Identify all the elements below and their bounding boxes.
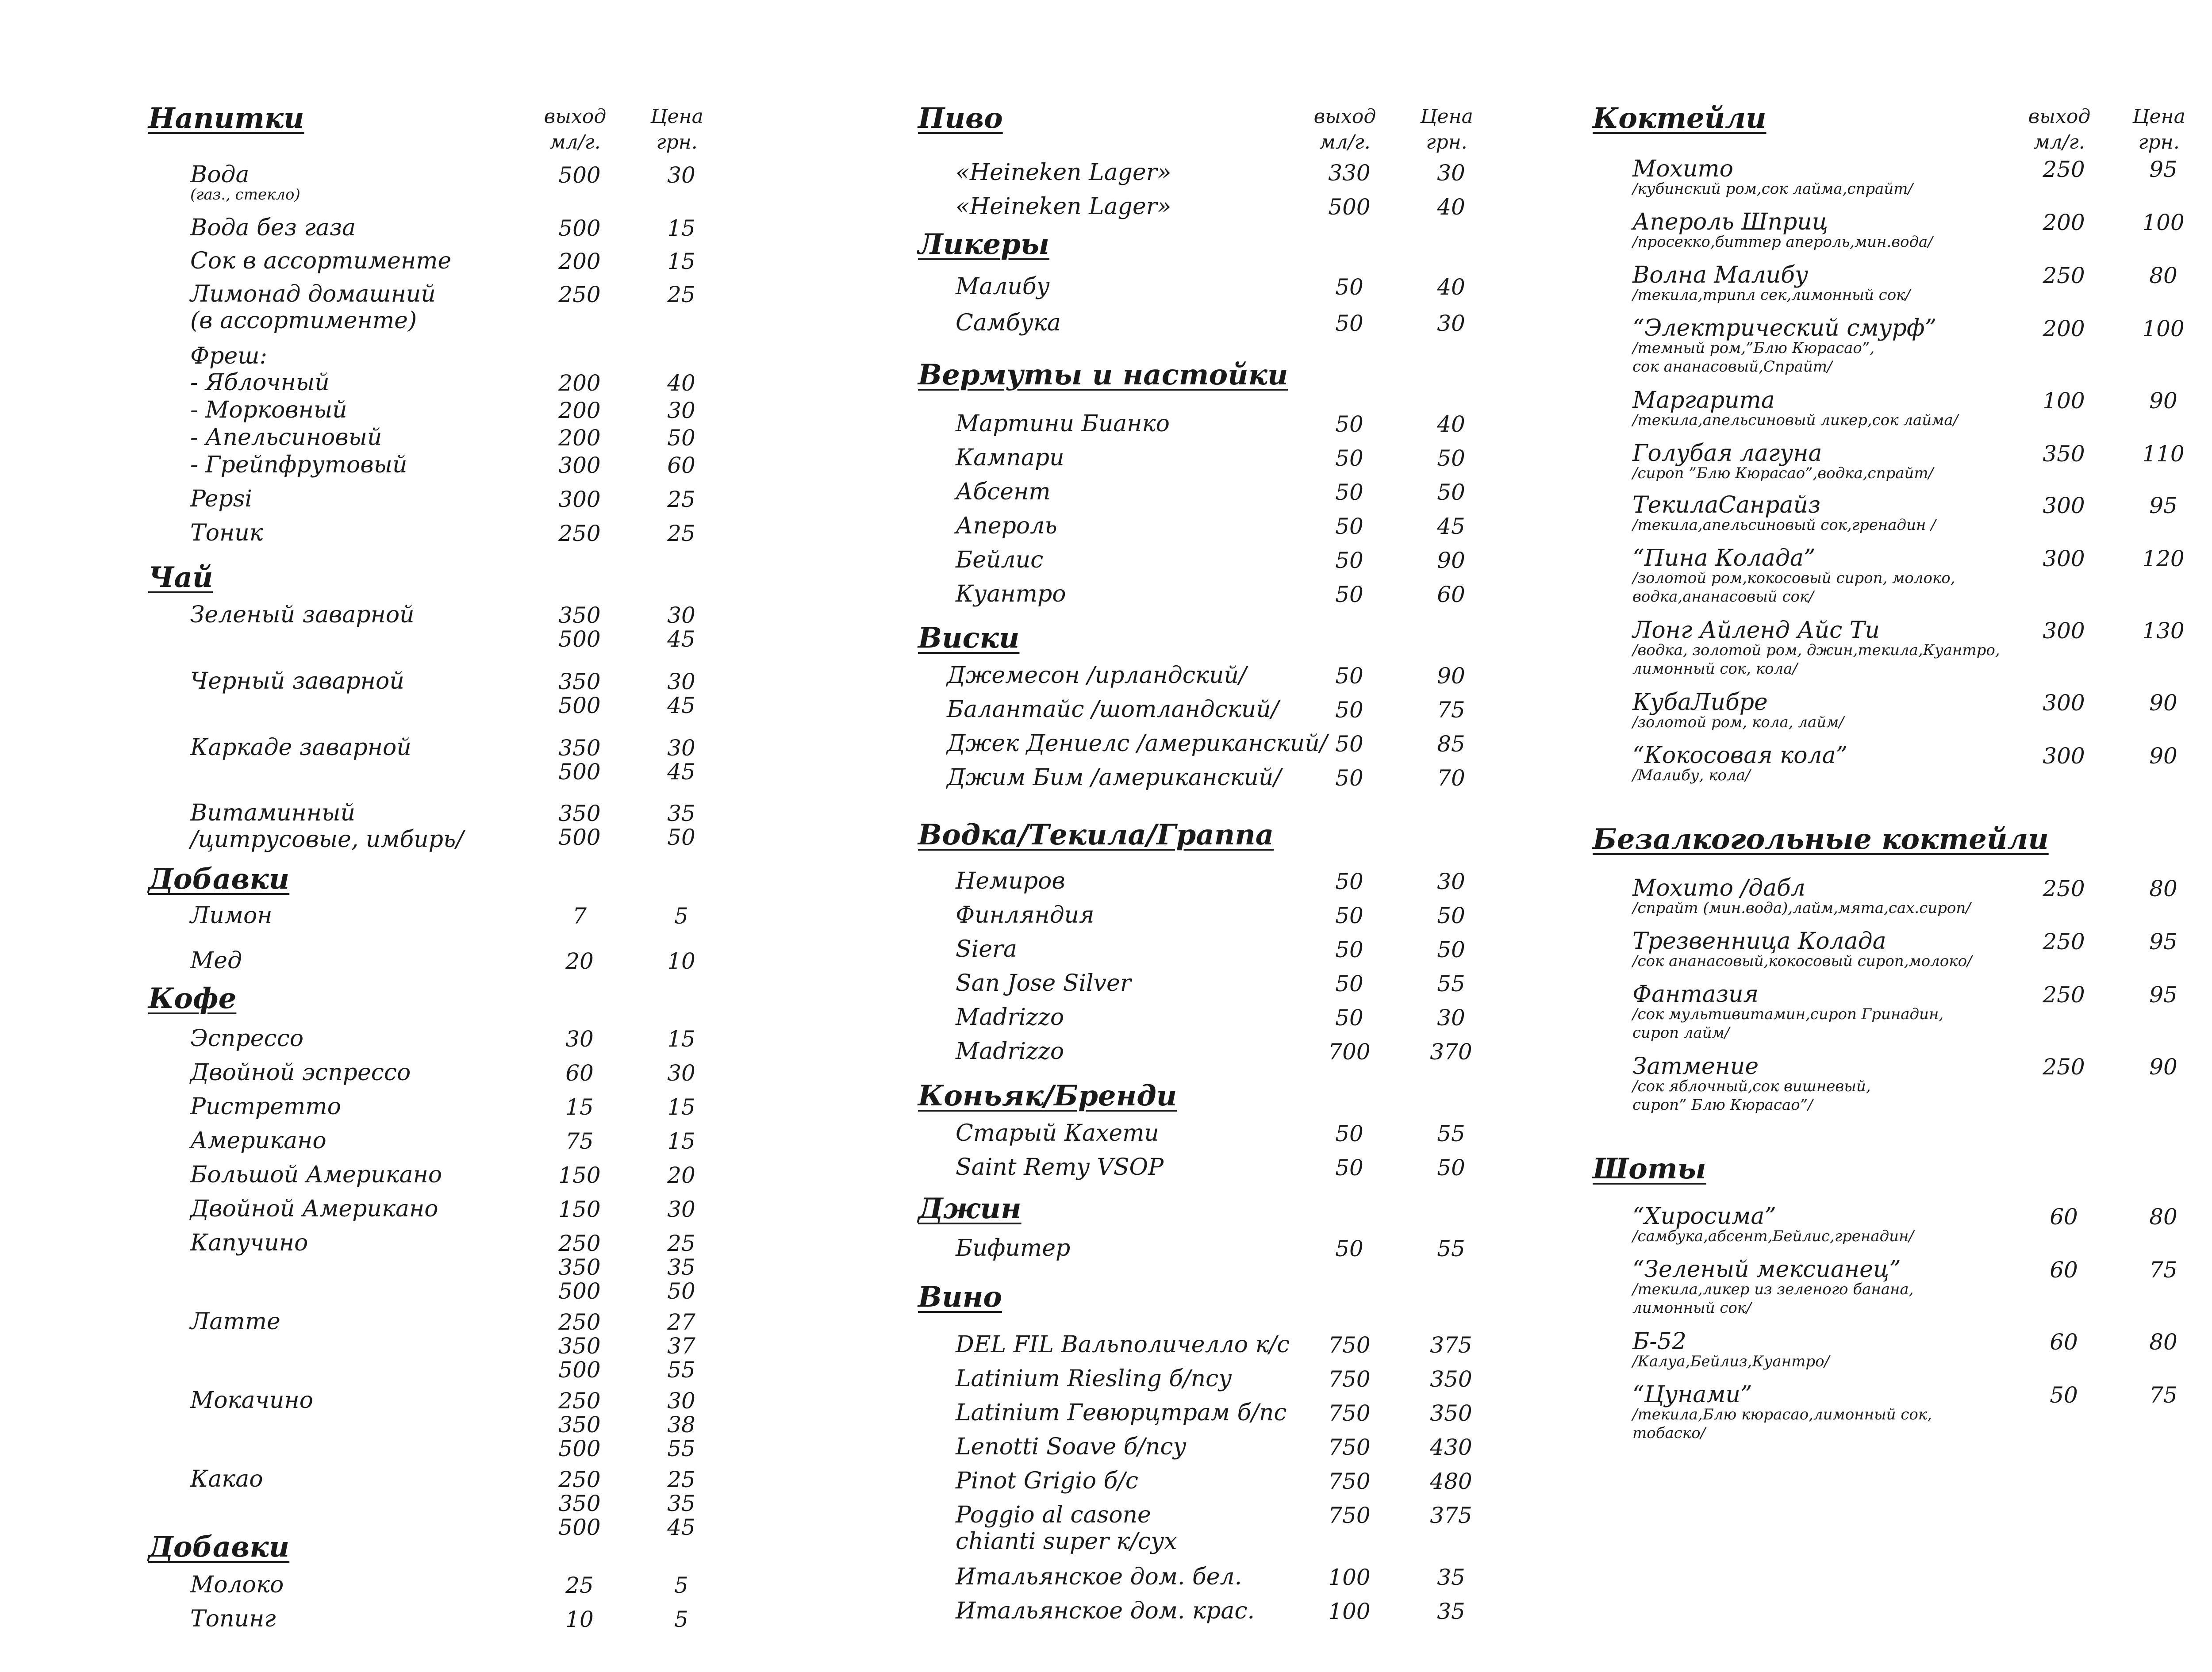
volume-column-header: выход мл/г.	[1313, 105, 1376, 153]
menu-item-price: 80	[2149, 876, 2177, 901]
menu-item-price: 25	[667, 487, 695, 512]
menu-item-name: Вода без газа	[190, 215, 356, 241]
menu-item-name: Итальянское дом. крас.	[956, 1598, 1255, 1624]
menu-item-volume: 250	[558, 521, 601, 546]
menu-item-volume: 50	[1335, 514, 1363, 539]
menu-item-price: 30	[667, 1196, 695, 1222]
menu-item-price: 15	[667, 249, 695, 274]
menu-item-price: 30	[667, 1060, 695, 1086]
menu-item-price: 15	[667, 1128, 695, 1154]
menu-item-description: /сироп ”Блю Кюрасао”,водка,спрайт/	[1632, 464, 1934, 482]
menu-item-volume: 50	[1335, 1005, 1363, 1031]
menu-item-volume: 50	[1335, 445, 1363, 471]
menu-item-volume: 750	[1328, 1434, 1371, 1460]
menu-item-name: Топинг	[190, 1606, 276, 1632]
menu-item-name: Мохито /дабл	[1632, 875, 1805, 901]
menu-item-name: Мокачино	[190, 1387, 314, 1414]
menu-item-description: /Малибу, кола/	[1632, 767, 1751, 784]
menu-item-price: 130	[2142, 618, 2185, 644]
volume-column-header: выход мл/г.	[544, 105, 607, 153]
menu-item-price: 370	[1430, 1039, 1472, 1065]
menu-item-price: 10	[667, 948, 695, 974]
menu-item-price: 90	[1437, 663, 1465, 689]
menu-item-volume: 750	[1328, 1503, 1371, 1528]
menu-item-price: 25	[667, 521, 695, 546]
menu-item-name: Молоко	[190, 1572, 284, 1598]
menu-item-volume: 50	[1335, 765, 1363, 791]
menu-item-price: 30	[1437, 311, 1465, 336]
menu-item-volume: 50	[1335, 274, 1363, 300]
menu-item-name: Финляндия	[956, 902, 1094, 928]
menu-item-price: 60	[667, 453, 695, 478]
menu-item-volume: 250	[2043, 263, 2085, 288]
section-title: Виски	[918, 621, 1020, 655]
menu-item-price: 75	[2149, 1382, 2177, 1408]
menu-item-price: 30 45	[667, 669, 695, 718]
menu-item-name: Зеленый заварной	[190, 602, 415, 628]
menu-item-price: 15	[667, 1094, 695, 1120]
menu-item-price: 30	[1437, 869, 1465, 894]
menu-item-name: Малибу	[956, 273, 1050, 300]
menu-item-price: 55	[1437, 971, 1465, 997]
menu-item-volume: 350 500	[558, 735, 601, 785]
menu-item-price: 35	[1437, 1565, 1465, 1590]
menu-item-name: - Яблочный	[190, 369, 330, 396]
menu-item-price: 30 45	[667, 602, 695, 652]
menu-item-name: «Heineken Lager»	[956, 159, 1171, 186]
menu-item-volume: 750	[1328, 1366, 1371, 1392]
menu-item-volume: 250	[558, 282, 601, 307]
menu-item-volume: 250	[2043, 1054, 2085, 1080]
menu-item-description: /просекко,биттер апероль,мин.вода/	[1632, 233, 1933, 251]
section-title: Добавки	[148, 863, 290, 896]
menu-item-price: 50	[1437, 937, 1465, 963]
menu-item-volume: 150	[558, 1196, 601, 1222]
menu-item-price: 80	[2149, 263, 2177, 288]
menu-item-name: “Кокосовая кола”	[1632, 742, 1848, 769]
menu-item-name: Двойной Американо	[190, 1196, 438, 1222]
menu-item-name: Ристретто	[190, 1093, 341, 1120]
menu-item-name: DEL FIL Вальполичелло к/с	[956, 1331, 1290, 1358]
menu-item-price: 15	[667, 215, 695, 241]
menu-item-price: 95	[2149, 982, 2177, 1008]
menu-item-description: /сок яблочный,сок вишневый, сироп” Блю Кюрасао”/	[1632, 1078, 1871, 1114]
menu-item-volume: 50	[1335, 411, 1363, 437]
menu-item-volume: 10	[565, 1607, 594, 1632]
menu-item-name: Какао	[190, 1466, 263, 1492]
menu-item-name: Siera	[956, 936, 1017, 963]
menu-item-name: Апероль Шприц	[1632, 209, 1828, 235]
menu-item-volume: 60	[2050, 1257, 2078, 1283]
menu-item-name: Витаминный /цитрусовые, имбирь/	[190, 800, 464, 853]
menu-item-volume: 60	[565, 1060, 594, 1086]
menu-item-name: Latinium Riesling б/псу	[956, 1365, 1232, 1392]
menu-item-name: Pepsi	[190, 486, 253, 512]
menu-item-price: 30	[1437, 160, 1465, 186]
menu-item-volume: 250 350 500	[558, 1467, 601, 1540]
menu-item-price: 90	[2149, 743, 2177, 769]
menu-item-name: Лонг Айленд Айс Ти	[1632, 617, 1880, 644]
menu-item-description: /кубинский ром,сок лайма,спрайт/	[1632, 180, 1913, 198]
menu-item-name: Эспрессо	[190, 1025, 304, 1052]
menu-item-price: 50	[1437, 1155, 1465, 1181]
menu-item-price: 55	[1437, 1236, 1465, 1262]
menu-item-volume: 100	[1328, 1599, 1371, 1624]
menu-item-volume: 50	[1335, 697, 1363, 723]
menu-item-volume: 50	[1335, 937, 1363, 963]
menu-item-name: Лимон	[190, 902, 273, 929]
menu-item-name: Немиров	[956, 868, 1065, 894]
menu-item-price: 35 50	[667, 801, 695, 850]
menu-item-price: 5	[674, 1572, 688, 1598]
menu-item-description: /сок мультивитамин,сироп Гринадин, сироп лайм/	[1632, 1005, 1944, 1042]
menu-item-name: Латте	[190, 1308, 280, 1335]
menu-item-price: 90	[2149, 388, 2177, 414]
menu-item-price: 90	[2149, 1054, 2177, 1080]
price-column-header: Цена грн.	[650, 105, 703, 153]
menu-item-price: 110	[2142, 441, 2185, 467]
menu-item-name: Самбука	[956, 310, 1061, 336]
menu-item-name: Сок в ассортименте	[190, 248, 452, 274]
menu-item-name: Pinot Grigio б/с	[956, 1468, 1139, 1494]
menu-item-name: San Jose Silver	[956, 970, 1131, 997]
volume-column-header: выход мл/г.	[2028, 105, 2091, 153]
menu-item-price: 15	[667, 1026, 695, 1052]
menu-item-name: Американо	[190, 1127, 326, 1154]
menu-item-price: 350	[1430, 1400, 1472, 1426]
menu-item-volume: 50	[1335, 869, 1363, 894]
section-title: Ликеры	[918, 228, 1050, 261]
menu-item-name: - Грейпфрутовый	[190, 452, 407, 478]
menu-item-price: 80	[2149, 1204, 2177, 1230]
menu-item-price: 95	[2149, 157, 2177, 182]
menu-item-name: Мохито	[1632, 156, 1733, 182]
menu-item-name: Б-52	[1632, 1328, 1686, 1355]
menu-item-description: /текила,Блю кюрасао,лимонный сок, тобаско/	[1632, 1406, 1932, 1442]
menu-item-volume: 300	[2043, 493, 2085, 518]
menu-item-volume: 300	[558, 487, 601, 512]
menu-item-name: “Пина Колада”	[1632, 545, 1816, 571]
menu-item-volume: 750	[1328, 1332, 1371, 1358]
menu-item-price: 30	[667, 398, 695, 423]
menu-item-price: 100	[2142, 210, 2185, 235]
menu-item-description: /текила,апельсиновый сок,гренадин /	[1632, 516, 1936, 534]
menu-item-volume: 50	[1335, 1155, 1363, 1181]
section-title: Безалкогольные коктейли	[1593, 823, 2049, 856]
section-title: Вермуты и настойки	[918, 358, 1288, 391]
menu-item-name: Затмение	[1632, 1053, 1759, 1080]
menu-item-volume: 700	[1328, 1039, 1371, 1065]
section-title: Коньяк/Бренди	[918, 1079, 1177, 1112]
menu-item-name: - Апельсиновый	[190, 424, 382, 451]
menu-item-name: Madrizzo	[956, 1004, 1064, 1031]
menu-item-volume: 60	[2050, 1329, 2078, 1355]
menu-item-price: 430	[1430, 1434, 1472, 1460]
menu-item-volume: 200	[2043, 210, 2085, 235]
menu-item-name: Madrizzo	[956, 1038, 1064, 1065]
menu-item-price: 95	[2149, 493, 2177, 518]
menu-item-volume: 350 500	[558, 669, 601, 718]
menu-item-price: 480	[1430, 1469, 1472, 1494]
menu-item-name: Кампари	[956, 445, 1064, 471]
menu-item-name: Черный заварной	[190, 668, 404, 694]
menu-item-price: 25 35 45	[667, 1467, 695, 1540]
menu-item-price: 50	[1437, 479, 1465, 505]
menu-item-name: Маргарита	[1632, 387, 1775, 414]
section-title: Кофе	[148, 982, 237, 1015]
menu-item-volume: 200	[558, 249, 601, 274]
menu-item-name: Двойной эспрессо	[190, 1059, 411, 1086]
price-column-header: Цена грн.	[1420, 105, 1473, 153]
menu-item-volume: 250	[2043, 157, 2085, 182]
menu-item-volume: 200	[558, 425, 601, 451]
menu-item-name: Большой Американо	[190, 1162, 442, 1188]
menu-item-volume: 350	[2043, 441, 2085, 467]
menu-item-volume: 50	[1335, 311, 1363, 336]
menu-item-name: Куантро	[956, 581, 1066, 607]
menu-item-name: Итальянское дом. бел.	[956, 1564, 1242, 1590]
menu-item-name: Лимонад домашний (в ассортименте)	[190, 281, 436, 334]
menu-item-volume: 350 500	[558, 602, 601, 652]
menu-item-price: 95	[2149, 929, 2177, 955]
menu-item-name: Lenotti Soave б/псу	[956, 1434, 1187, 1460]
menu-item-price: 40	[1437, 411, 1465, 437]
menu-item-price: 25 35 50	[667, 1231, 695, 1304]
menu-item-volume: 250 350 500	[558, 1388, 601, 1461]
menu-item-volume: 500	[558, 162, 601, 188]
menu-item-name: “Электрический смурф”	[1632, 315, 1937, 341]
menu-item-name: “Хиросима”	[1632, 1203, 1776, 1230]
menu-item-name: Poggio al casone chianti super к/сух	[956, 1502, 1177, 1555]
menu-item-price: 75	[1437, 697, 1465, 723]
menu-item-volume: 250 350 500	[558, 1309, 601, 1383]
menu-item-name: Бифитер	[956, 1235, 1071, 1262]
menu-item-volume: 50	[1335, 479, 1363, 505]
menu-item-volume: 200	[2043, 316, 2085, 341]
menu-item-description: /темный ром,”Блю Кюрасао”, сок ананасовый,Спрайт/	[1632, 339, 1875, 376]
menu-item-name: Абсент	[956, 479, 1051, 505]
menu-item-volume: 330	[1328, 160, 1371, 186]
menu-item-price: 5	[674, 903, 688, 929]
menu-item-price: 45	[1437, 514, 1465, 539]
menu-item-price: 50	[1437, 445, 1465, 471]
menu-item-volume: 50	[1335, 1236, 1363, 1262]
menu-item-price: 30	[667, 162, 695, 188]
menu-item-description: /текила,трипл сек,лимонный сок/	[1632, 286, 1910, 304]
menu-item-description: (газ., стекло)	[190, 186, 300, 203]
menu-item-name: Капучино	[190, 1230, 308, 1256]
menu-item-volume: 250 350 500	[558, 1231, 601, 1304]
menu-item-name: Старый Кахети	[956, 1120, 1159, 1147]
menu-item-volume: 50	[1335, 971, 1363, 997]
menu-item-volume: 50	[1335, 731, 1363, 757]
menu-item-volume: 15	[565, 1094, 594, 1120]
menu-item-name: “Зеленый мексианец”	[1632, 1256, 1901, 1283]
menu-item-price: 375	[1430, 1332, 1472, 1358]
menu-item-price: 27 37 55	[667, 1309, 695, 1383]
section-title: Чай	[148, 561, 213, 594]
menu-item-volume: 25	[565, 1572, 594, 1598]
menu-item-volume: 300	[2043, 690, 2085, 716]
menu-item-price: 350	[1430, 1366, 1472, 1392]
menu-item-price: 40	[1437, 194, 1465, 220]
section-title: Напитки	[148, 102, 304, 135]
menu-item-volume: 50	[1335, 1121, 1363, 1147]
menu-item-name: Голубая лагуна	[1632, 440, 1822, 467]
menu-item-price: 30 45	[667, 735, 695, 785]
menu-item-price: 100	[2142, 316, 2185, 341]
menu-item-description: /текила,ликер из зеленого банана, лимонный сок/	[1632, 1281, 1914, 1317]
menu-item-name: Мартини Бианко	[956, 410, 1170, 437]
menu-item-price: 55	[1437, 1121, 1465, 1147]
menu-item-description: /водка, золотой ром, джин,текила,Куантро, лимонный сок, кола/	[1632, 641, 2000, 678]
menu-item-volume: 500	[1328, 194, 1371, 220]
menu-item-volume: 350 500	[558, 801, 601, 850]
menu-item-price: 75	[2149, 1257, 2177, 1283]
section-title: Водка/Текила/Граппа	[918, 818, 1274, 851]
menu-item-volume: 200	[558, 398, 601, 423]
menu-item-volume: 300	[558, 453, 601, 478]
menu-item-price: 90	[2149, 690, 2177, 716]
menu-item-price: 40	[1437, 274, 1465, 300]
menu-item-price: 25	[667, 282, 695, 307]
section-title: Вино	[918, 1281, 1002, 1314]
section-title: Джин	[918, 1192, 1022, 1225]
menu-item-volume: 750	[1328, 1469, 1371, 1494]
menu-item-name: Каркаде заварной	[190, 734, 411, 761]
section-title: Коктейли	[1593, 102, 1767, 135]
menu-item-description: /золотой ром,кокосовый сироп, молоко, водка,ананасовый сок/	[1632, 569, 1955, 606]
menu-item-name: Фантазия	[1632, 981, 1759, 1008]
menu-item-price: 60	[1437, 582, 1465, 607]
price-column-header: Цена грн.	[2132, 105, 2185, 153]
menu-item-price: 50	[1437, 903, 1465, 928]
menu-item-volume: 50	[1335, 903, 1363, 928]
menu-item-name: Джемесон /ирландский/	[947, 662, 1247, 689]
section-title: Шоты	[1593, 1152, 1706, 1185]
menu-item-name: Джек Дениелс /американский/	[947, 730, 1328, 757]
menu-item-description: /Калуа,Бейлиз,Куантро/	[1632, 1353, 1830, 1370]
menu-item-volume: 100	[1328, 1565, 1371, 1590]
menu-item-name: Мед	[190, 947, 242, 974]
menu-item-volume: 20	[565, 948, 594, 974]
menu-item-price: 30 38 55	[667, 1388, 695, 1461]
menu-item-volume: 60	[2050, 1204, 2078, 1230]
menu-item-price: 50	[667, 425, 695, 451]
menu-item-description: /золотой ром, кола, лайм/	[1632, 713, 1844, 731]
menu-item-price: 40	[667, 370, 695, 396]
menu-item-volume: 50	[1335, 663, 1363, 689]
menu-item-volume: 30	[565, 1026, 594, 1052]
section-title: Пиво	[918, 102, 1003, 135]
menu-item-price: 20	[667, 1162, 695, 1188]
menu-item-price: 80	[2149, 1329, 2177, 1355]
section-title: Добавки	[148, 1530, 290, 1564]
menu-item-price: 35	[1437, 1599, 1465, 1624]
menu-item-name: Тоник	[190, 520, 263, 546]
menu-item-volume: 50	[2050, 1382, 2078, 1408]
menu-item-volume: 50	[1335, 582, 1363, 607]
menu-item-name: Трезвенница Колада	[1632, 928, 1886, 955]
menu-item-volume: 7	[572, 903, 587, 929]
menu-item-volume: 250	[2043, 929, 2085, 955]
menu-item-name: Вода	[190, 161, 250, 188]
menu-item-name: ТекилаСанрайз	[1632, 492, 1821, 518]
menu-item-price: 85	[1437, 731, 1465, 757]
menu-item-name: Волна Малибу	[1632, 262, 1809, 288]
menu-item-name: Saint Remy VSOP	[956, 1154, 1164, 1181]
menu-item-description: /сок ананасовый,кокосовый сироп,молоко/	[1632, 952, 1972, 970]
menu-item-name: Балантайс /шотландский/	[947, 696, 1279, 723]
menu-item-volume: 300	[2043, 546, 2085, 571]
menu-item-price: 5	[674, 1607, 688, 1632]
menu-item-volume: 100	[2043, 388, 2085, 414]
menu-item-name: Latinium Гевюрцтрам б/пс	[956, 1400, 1287, 1426]
menu-item-name: «Heineken Lager»	[956, 193, 1171, 220]
menu-item-volume: 150	[558, 1162, 601, 1188]
menu-item-name: Джим Бим /американский/	[947, 764, 1282, 791]
menu-item-name: - Морковный	[190, 397, 347, 423]
menu-item-name: Фреш:	[190, 343, 268, 369]
menu-item-volume: 200	[558, 370, 601, 396]
menu-item-price: 90	[1437, 548, 1465, 573]
menu-item-price: 30	[1437, 1005, 1465, 1031]
menu-item-volume: 300	[2043, 743, 2085, 769]
menu-item-name: Бейлис	[956, 547, 1044, 573]
menu-item-price: 375	[1430, 1503, 1472, 1528]
menu-item-description: /текила,апельсиновый ликер,сок лайма/	[1632, 411, 1959, 429]
menu-item-volume: 250	[2043, 982, 2085, 1008]
menu-item-name: Апероль	[956, 513, 1057, 539]
menu-item-description: /спрайт (мин.вода),лайм,мята,сах.сироп/	[1632, 899, 1971, 917]
menu-item-volume: 300	[2043, 618, 2085, 644]
menu-item-description: /самбука,абсент,Бейлис,гренадин/	[1632, 1227, 1914, 1245]
menu-item-price: 120	[2142, 546, 2185, 571]
menu-item-volume: 75	[565, 1128, 594, 1154]
menu-item-name: “Цунами”	[1632, 1381, 1752, 1408]
menu-item-name: КубаЛибре	[1632, 689, 1768, 716]
menu-item-volume: 250	[2043, 876, 2085, 901]
menu-item-price: 70	[1437, 765, 1465, 791]
menu-item-volume: 50	[1335, 548, 1363, 573]
menu-item-volume: 750	[1328, 1400, 1371, 1426]
menu-item-volume: 500	[558, 215, 601, 241]
